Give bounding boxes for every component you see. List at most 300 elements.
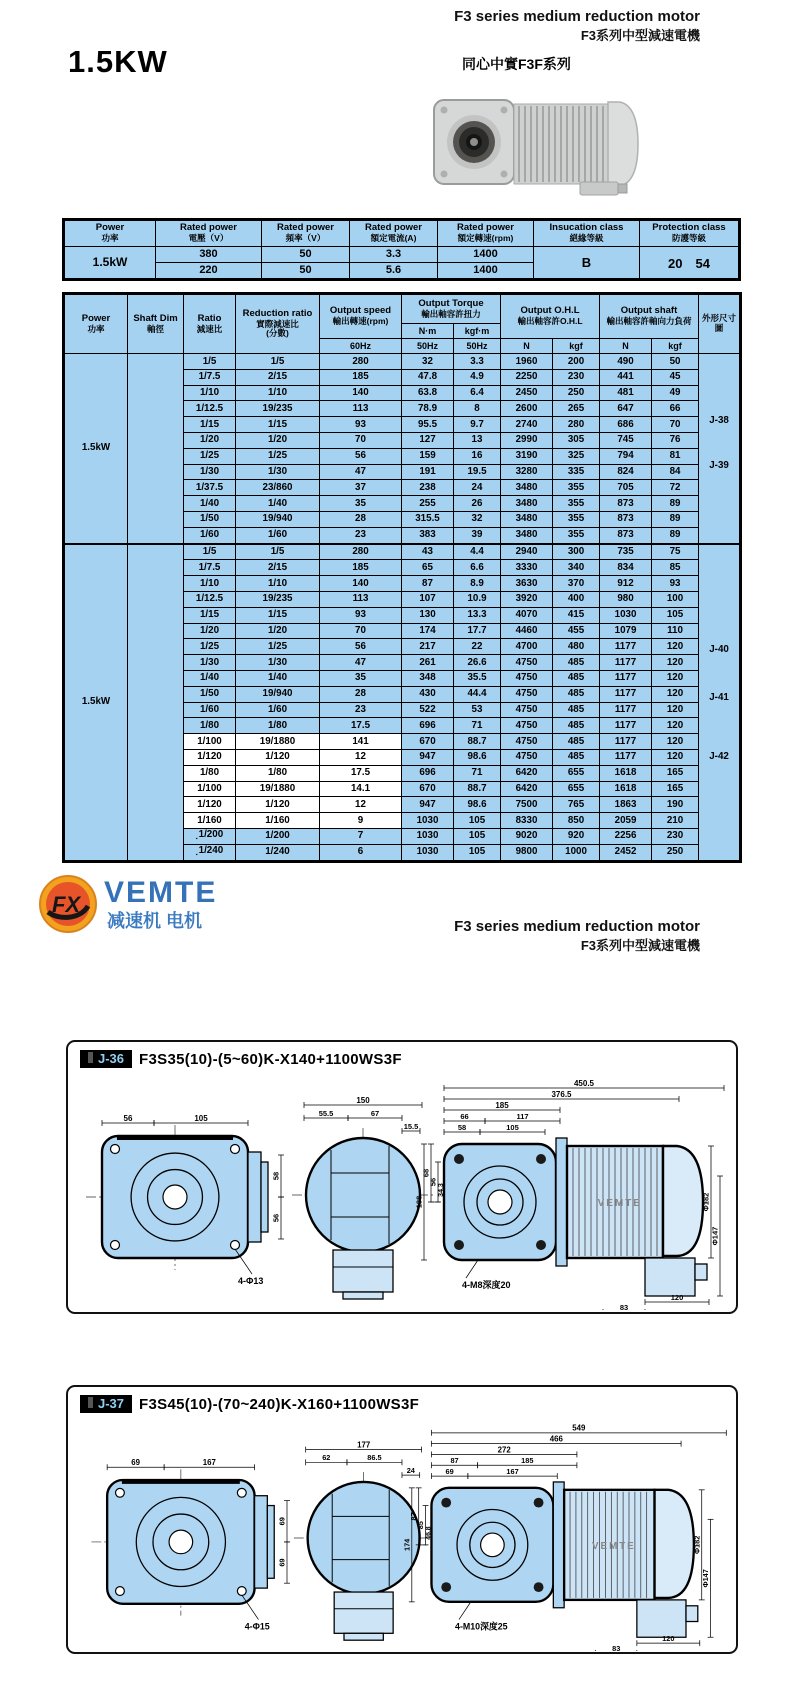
axial-kgf-cell: 45 (652, 369, 699, 385)
svg-text:24: 24 (406, 1465, 415, 1475)
axial-kgf-cell: 100 (652, 591, 699, 607)
svg-text:56: 56 (123, 1113, 133, 1123)
ratio-cell: $_▪$1/240 (184, 844, 236, 861)
axial-n-cell: 1177 (600, 702, 652, 718)
ohl-kgf-cell: 355 (553, 480, 600, 496)
torque-kgfm-cell: 26.6 (454, 655, 501, 671)
ratio-cell: 1/25 (184, 639, 236, 655)
axial-kgf-cell: 76 (652, 432, 699, 448)
torque-nm-cell: 696 (402, 765, 454, 781)
svg-text:Φ182: Φ182 (701, 1192, 711, 1212)
axial-kgf-cell: 120 (652, 639, 699, 655)
drawing-section-j36 (66, 1040, 738, 1314)
spec-row: 1.5kW 380 50 3.3 1400 B 20 54 (64, 246, 740, 262)
svg-text:120: 120 (670, 1292, 684, 1302)
output-speed-cell: 140 (320, 385, 402, 401)
ratio-cell: 1/100 (184, 781, 236, 797)
shaft-dim-cell (128, 354, 184, 544)
output-speed-cell: 9 (320, 813, 402, 829)
torque-kgfm-cell: 4.9 (454, 369, 501, 385)
ohl-n-cell: 9800 (501, 844, 553, 861)
torque-nm-cell: 696 (402, 718, 454, 734)
ohl-n-cell: 3190 (501, 448, 553, 464)
svg-text:46.8: 46.8 (425, 1526, 433, 1540)
ohl-n-cell: 2740 (501, 417, 553, 433)
ratio-table-body (64, 354, 741, 862)
torque-nm-cell: 348 (402, 670, 454, 686)
ratio-cell: 1/40 (184, 670, 236, 686)
svg-text:VEMTE: VEMTE (592, 1540, 636, 1552)
axial-kgf-cell: 210 (652, 813, 699, 829)
axial-kgf-cell: 120 (652, 734, 699, 750)
axial-kgf-cell: 89 (652, 527, 699, 543)
output-speed-cell: 23 (320, 702, 402, 718)
ohl-kgf-cell: 340 (553, 560, 600, 576)
drawing-ref-badge: J-36 (80, 1050, 132, 1068)
torque-nm-cell: 43 (402, 544, 454, 560)
ohl-kgf-cell: 280 (553, 417, 600, 433)
ratio-cell: 1/15 (184, 607, 236, 623)
reduction-ratio-cell: 1/120 (236, 797, 320, 813)
section-header-cn: F3系列中型減速電機 (580, 938, 700, 953)
h-ax-kgf: kgf (652, 339, 699, 354)
torque-nm-cell: 947 (402, 749, 454, 765)
ohl-n-cell: 4750 (501, 655, 553, 671)
torque-nm-cell: 107 (402, 591, 454, 607)
axial-n-cell: 1079 (600, 623, 652, 639)
output-speed-cell: 141 (320, 734, 402, 750)
spec-h-protection: Protection class 防護等級 (640, 220, 740, 247)
svg-text:4-Φ13: 4-Φ13 (238, 1276, 264, 1286)
ohl-kgf-cell: 370 (553, 576, 600, 592)
ohl-kgf-cell: 480 (553, 639, 600, 655)
output-speed-cell: 37 (320, 480, 402, 496)
reduction-ratio-cell: 19/235 (236, 591, 320, 607)
svg-text:Φ147: Φ147 (710, 1226, 720, 1246)
axial-kgf-cell: 84 (652, 464, 699, 480)
svg-text:Φ182: Φ182 (692, 1535, 702, 1555)
axial-kgf-cell: 250 (652, 844, 699, 861)
drawing-ref-badge: J-37 (80, 1395, 132, 1413)
reduction-ratio-cell: 1/40 (236, 496, 320, 512)
axial-kgf-cell: 120 (652, 686, 699, 702)
footnote-mark: ▪ (195, 836, 198, 843)
output-speed-cell: 185 (320, 369, 402, 385)
ohl-kgf-cell: 300 (553, 544, 600, 560)
ohl-n-cell: 4700 (501, 639, 553, 655)
reduction-ratio-cell: 1/240 (236, 844, 320, 861)
ohl-kgf-cell: 485 (553, 670, 600, 686)
axial-n-cell: 2452 (600, 844, 652, 861)
ohl-kgf-cell: 485 (553, 655, 600, 671)
svg-text:87: 87 (450, 1456, 459, 1466)
torque-nm-cell: 95.5 (402, 417, 454, 433)
svg-text:34.3: 34.3 (438, 1183, 445, 1197)
torque-kgfm-cell: 105 (454, 813, 501, 829)
torque-nm-cell: 191 (402, 464, 454, 480)
reduction-ratio-cell: 1/160 (236, 813, 320, 829)
ohl-kgf-cell: 400 (553, 591, 600, 607)
drawing-section-j37 (66, 1385, 738, 1654)
torque-kgfm-cell: 53 (454, 702, 501, 718)
reduction-ratio-cell: 1/10 (236, 385, 320, 401)
spec-h-speed: Rated power 額定轉速(rpm) (438, 220, 534, 247)
torque-nm-cell: 670 (402, 781, 454, 797)
ohl-n-cell: 3480 (501, 511, 553, 527)
drawing-ref: J-42 (709, 751, 729, 763)
axial-kgf-cell: 110 (652, 623, 699, 639)
ratio-cell: 1/40 (184, 496, 236, 512)
svg-text:87: 87 (409, 1512, 419, 1521)
h-kgfm: kgf·m (454, 324, 501, 339)
svg-text:66: 66 (460, 1111, 469, 1121)
svg-text:69: 69 (445, 1466, 454, 1476)
axial-kgf-cell: 165 (652, 781, 699, 797)
torque-nm-cell: 1030 (402, 828, 454, 844)
ohl-kgf-cell: 655 (553, 781, 600, 797)
torque-kgfm-cell: 44.4 (454, 686, 501, 702)
torque-nm-cell: 63.8 (402, 385, 454, 401)
torque-nm-cell: 87 (402, 576, 454, 592)
axial-n-cell: 824 (600, 464, 652, 480)
torque-kgfm-cell: 10.9 (454, 591, 501, 607)
ohl-kgf-cell: 655 (553, 765, 600, 781)
ohl-n-cell: 4070 (501, 607, 553, 623)
ohl-kgf-cell: 920 (553, 828, 600, 844)
ratio-cell: 1/25 (184, 448, 236, 464)
h-hz1: 50Hz (402, 339, 454, 354)
ratio-cell: 1/160 (184, 813, 236, 829)
svg-text:167: 167 (506, 1466, 519, 1476)
axial-n-cell: 834 (600, 560, 652, 576)
axial-n-cell: 873 (600, 496, 652, 512)
output-speed-cell: 6 (320, 844, 402, 861)
axial-n-cell: 794 (600, 448, 652, 464)
axial-kgf-cell: 190 (652, 797, 699, 813)
drawing-title-row (80, 1050, 736, 1068)
axial-kgf-cell: 50 (652, 354, 699, 370)
output-speed-cell: 28 (320, 686, 402, 702)
svg-text:55.5: 55.5 (318, 1108, 334, 1118)
svg-text:120: 120 (662, 1633, 675, 1643)
torque-kgfm-cell: 26 (454, 496, 501, 512)
torque-kgfm-cell: 6.4 (454, 385, 501, 401)
axial-n-cell: 1177 (600, 686, 652, 702)
reduction-ratio-cell: 1/80 (236, 765, 320, 781)
ohl-n-cell: 7500 (501, 797, 553, 813)
svg-text:4-M8深度20: 4-M8深度20 (462, 1280, 511, 1290)
ohl-n-cell: 4750 (501, 749, 553, 765)
page-header-en: F3 series medium reduction motor (454, 8, 700, 25)
reduction-ratio-cell: 1/30 (236, 655, 320, 671)
svg-text:4-M10深度25: 4-M10深度25 (455, 1621, 508, 1632)
ratio-cell: 1/20 (184, 432, 236, 448)
ratio-cell: 1/60 (184, 702, 236, 718)
power-cell: 1.5kW (64, 354, 128, 544)
ohl-n-cell: 2450 (501, 385, 553, 401)
output-speed-cell: 14.1 (320, 781, 402, 797)
ohl-kgf-cell: 355 (553, 527, 600, 543)
svg-text:67: 67 (370, 1108, 380, 1118)
ohl-n-cell: 4750 (501, 702, 553, 718)
torque-nm-cell: 47.8 (402, 369, 454, 385)
drawing-ref: J-39 (709, 460, 729, 472)
output-speed-cell: 35 (320, 496, 402, 512)
shaft-dim-cell (128, 544, 184, 861)
svg-text:68: 68 (421, 1168, 431, 1178)
ratio-header-row1 (64, 294, 741, 324)
drawing-model-code: F3S35(10)-(5~60)K-X140+1100WS3F (139, 1050, 402, 1068)
ohl-n-cell: 4750 (501, 670, 553, 686)
reduction-ratio-cell: 1/40 (236, 670, 320, 686)
drawing-title-row (80, 1395, 736, 1413)
torque-nm-cell: 32 (402, 354, 454, 370)
ratio-cell: 1/50 (184, 686, 236, 702)
h-shaft-dim: Shaft Dim 軸徑 (128, 294, 184, 354)
reduction-ratio-cell: 1/120 (236, 749, 320, 765)
torque-nm-cell: 127 (402, 432, 454, 448)
axial-kgf-cell: 85 (652, 560, 699, 576)
output-speed-cell: 7 (320, 828, 402, 844)
axial-n-cell: 745 (600, 432, 652, 448)
svg-text:VEMTE: VEMTE (597, 1198, 643, 1209)
ohl-kgf-cell: 305 (553, 432, 600, 448)
series-label: 同心中實F3F系列 (462, 56, 571, 72)
ohl-kgf-cell: 1000 (553, 844, 600, 861)
ratio-cell: 1/30 (184, 464, 236, 480)
torque-kgfm-cell: 9.7 (454, 417, 501, 433)
axial-n-cell: 705 (600, 480, 652, 496)
ohl-n-cell: 3920 (501, 591, 553, 607)
torque-nm-cell: 78.9 (402, 401, 454, 417)
output-speed-cell: 280 (320, 544, 402, 560)
ratio-cell: 1/100 (184, 734, 236, 750)
reduction-ratio-cell: 1/80 (236, 718, 320, 734)
ohl-n-cell: 9020 (501, 828, 553, 844)
axial-kgf-cell: 120 (652, 749, 699, 765)
ratio-cell: 1/20 (184, 623, 236, 639)
ratio-cell: 1/30 (184, 655, 236, 671)
drawing-model-code: F3S45(10)-(70~240)K-X160+1100WS3F (139, 1395, 420, 1413)
power-cell: 1.5kW (64, 544, 128, 861)
spec-insulation: B (534, 246, 640, 279)
svg-text:4-Φ15: 4-Φ15 (244, 1621, 270, 1632)
ohl-n-cell: 3480 (501, 480, 553, 496)
spec-table (62, 218, 741, 281)
h-drawing: 外形尺寸圖 (699, 294, 741, 354)
torque-kgfm-cell: 71 (454, 765, 501, 781)
ratio-cell: 1/12.5 (184, 591, 236, 607)
ohl-kgf-cell: 850 (553, 813, 600, 829)
svg-text:58: 58 (457, 1122, 467, 1132)
ratio-cell: 1/80 (184, 765, 236, 781)
axial-kgf-cell: 89 (652, 496, 699, 512)
ohl-kgf-cell: 415 (553, 607, 600, 623)
torque-kgfm-cell: 105 (454, 844, 501, 861)
axial-n-cell: 2059 (600, 813, 652, 829)
torque-kgfm-cell: 35.5 (454, 670, 501, 686)
torque-nm-cell: 130 (402, 607, 454, 623)
reduction-ratio-cell: 1/5 (236, 354, 320, 370)
torque-nm-cell: 522 (402, 702, 454, 718)
spec-h-insulation: Insucation class 絕緣等級 (534, 220, 640, 247)
axial-n-cell: 490 (600, 354, 652, 370)
spec-h-frequency: Rated power 頻率（V） (262, 220, 350, 247)
reduction-ratio-cell: 1/20 (236, 432, 320, 448)
output-speed-cell: 185 (320, 560, 402, 576)
svg-text:150: 150 (356, 1095, 370, 1105)
reduction-ratio-cell: 1/60 (236, 702, 320, 718)
ratio-cell: 1/120 (184, 797, 236, 813)
drawing-ref: J-41 (709, 691, 729, 703)
svg-text:56: 56 (271, 1213, 281, 1223)
reduction-ratio-cell: 19/1880 (236, 781, 320, 797)
ohl-n-cell: 8330 (501, 813, 553, 829)
torque-kgfm-cell: 16 (454, 448, 501, 464)
reduction-ratio-cell: 1/25 (236, 448, 320, 464)
axial-kgf-cell: 49 (652, 385, 699, 401)
torque-kgfm-cell: 98.6 (454, 749, 501, 765)
spec-protection: 20 54 (640, 246, 740, 279)
svg-text:185: 185 (495, 1100, 509, 1110)
axial-kgf-cell: 120 (652, 702, 699, 718)
ohl-kgf-cell: 485 (553, 734, 600, 750)
svg-text:86.5: 86.5 (367, 1453, 382, 1463)
output-speed-cell: 140 (320, 576, 402, 592)
ohl-kgf-cell: 485 (553, 686, 600, 702)
ratio-cell: 1/50 (184, 511, 236, 527)
h-speed-hz: 60Hz (320, 339, 402, 354)
svg-text:466: 466 (549, 1434, 563, 1444)
h-ax-n: N (600, 339, 652, 354)
reduction-ratio-cell: 1/200 (236, 828, 320, 844)
h-reduction: Reduction ratio 實際減速比 (分數) (236, 294, 320, 354)
h-power: Power 功率 (64, 294, 128, 354)
dimension-drawing-j37 (74, 1423, 728, 1651)
drawing-ref-cell (699, 544, 741, 861)
axial-kgf-cell: 66 (652, 401, 699, 417)
drawing-ref: J-40 (709, 644, 729, 656)
ohl-n-cell: 2940 (501, 544, 553, 560)
output-speed-cell: 113 (320, 401, 402, 417)
svg-text:85: 85 (416, 1521, 426, 1530)
ratio-cell: 1/15 (184, 417, 236, 433)
svg-text:15.5: 15.5 (403, 1121, 419, 1131)
h-output-shaft: Output shaft 輸出軸容許軸向力負荷 (600, 294, 699, 339)
ohl-n-cell: 3330 (501, 560, 553, 576)
output-speed-cell: 28 (320, 511, 402, 527)
ohl-kgf-cell: 765 (553, 797, 600, 813)
torque-kgfm-cell: 4.4 (454, 544, 501, 560)
ohl-kgf-cell: 485 (553, 718, 600, 734)
output-speed-cell: 280 (320, 354, 402, 370)
ratio-cell: 1/120 (184, 749, 236, 765)
svg-text:549: 549 (572, 1423, 586, 1433)
svg-text:83: 83 (612, 1643, 621, 1651)
drawing-ref-cell (699, 354, 741, 544)
axial-kgf-cell: 120 (652, 670, 699, 686)
torque-nm-cell: 430 (402, 686, 454, 702)
drawing-ref: J-38 (709, 415, 729, 427)
svg-text:69: 69 (277, 1558, 287, 1567)
reduction-ratio-cell: 1/15 (236, 417, 320, 433)
svg-text:58: 58 (271, 1171, 281, 1181)
motor-photo (432, 94, 640, 198)
h-ohl-kgf: kgf (553, 339, 600, 354)
output-speed-cell: 12 (320, 797, 402, 813)
svg-text:69: 69 (131, 1458, 141, 1468)
svg-text:117: 117 (516, 1111, 529, 1121)
svg-text:138: 138 (414, 1195, 424, 1209)
ratio-row (64, 544, 741, 560)
vemte-logo (38, 874, 298, 936)
axial-kgf-cell: 89 (652, 511, 699, 527)
ratio-cell: 1/5 (184, 354, 236, 370)
h-ohl-n: N (501, 339, 553, 354)
ohl-n-cell: 3480 (501, 496, 553, 512)
axial-kgf-cell: 120 (652, 718, 699, 734)
axial-n-cell: 1177 (600, 655, 652, 671)
ratio-cell: $_▪$1/200 (184, 828, 236, 844)
ohl-n-cell: 6420 (501, 765, 553, 781)
ohl-n-cell: 3630 (501, 576, 553, 592)
ratio-cell: 1/80 (184, 718, 236, 734)
page-header-cn: F3系列中型減速電機 (580, 28, 700, 43)
torque-nm-cell: 1030 (402, 844, 454, 861)
axial-n-cell: 912 (600, 576, 652, 592)
output-speed-cell: 70 (320, 623, 402, 639)
ohl-n-cell: 3280 (501, 464, 553, 480)
axial-n-cell: 873 (600, 511, 652, 527)
ohl-n-cell: 2600 (501, 401, 553, 417)
axial-kgf-cell: 120 (652, 655, 699, 671)
h-output-ohl: Output O.H.L 輸出軸容許O.H.L (501, 294, 600, 339)
logo-sub-text: 减速机 电机 (107, 911, 203, 931)
ohl-n-cell: 6420 (501, 781, 553, 797)
torque-kgfm-cell: 39 (454, 527, 501, 543)
torque-kgfm-cell: 71 (454, 718, 501, 734)
torque-nm-cell: 238 (402, 480, 454, 496)
reduction-ratio-cell: 1/30 (236, 464, 320, 480)
ratio-cell: 1/37.5 (184, 480, 236, 496)
spec-header-row (64, 220, 740, 247)
svg-text:105: 105 (194, 1113, 208, 1123)
ohl-kgf-cell: 250 (553, 385, 600, 401)
torque-kgfm-cell: 3.3 (454, 354, 501, 370)
reduction-ratio-cell: 1/15 (236, 607, 320, 623)
axial-n-cell: 1618 (600, 781, 652, 797)
torque-nm-cell: 255 (402, 496, 454, 512)
h-output-speed: Output speed 輸出轉速(rpm) (320, 294, 402, 339)
axial-kgf-cell: 81 (652, 448, 699, 464)
axial-n-cell: 1177 (600, 639, 652, 655)
ratio-cell: 1/5 (184, 544, 236, 560)
h-output-torque: Output Torque 輸出軸容許扭力 (402, 294, 501, 324)
ohl-kgf-cell: 355 (553, 511, 600, 527)
ratio-cell: 1/7.5 (184, 369, 236, 385)
axial-kgf-cell: 72 (652, 480, 699, 496)
svg-text:376.5: 376.5 (551, 1089, 572, 1099)
output-speed-cell: 35 (320, 670, 402, 686)
ohl-n-cell: 2990 (501, 432, 553, 448)
reduction-ratio-cell: 2/15 (236, 560, 320, 576)
h-nm: N·m (402, 324, 454, 339)
torque-nm-cell: 159 (402, 448, 454, 464)
output-speed-cell: 93 (320, 417, 402, 433)
torque-kgfm-cell: 19.5 (454, 464, 501, 480)
spec-h-voltage: Rated power 電壓（V） (156, 220, 262, 247)
axial-n-cell: 647 (600, 401, 652, 417)
